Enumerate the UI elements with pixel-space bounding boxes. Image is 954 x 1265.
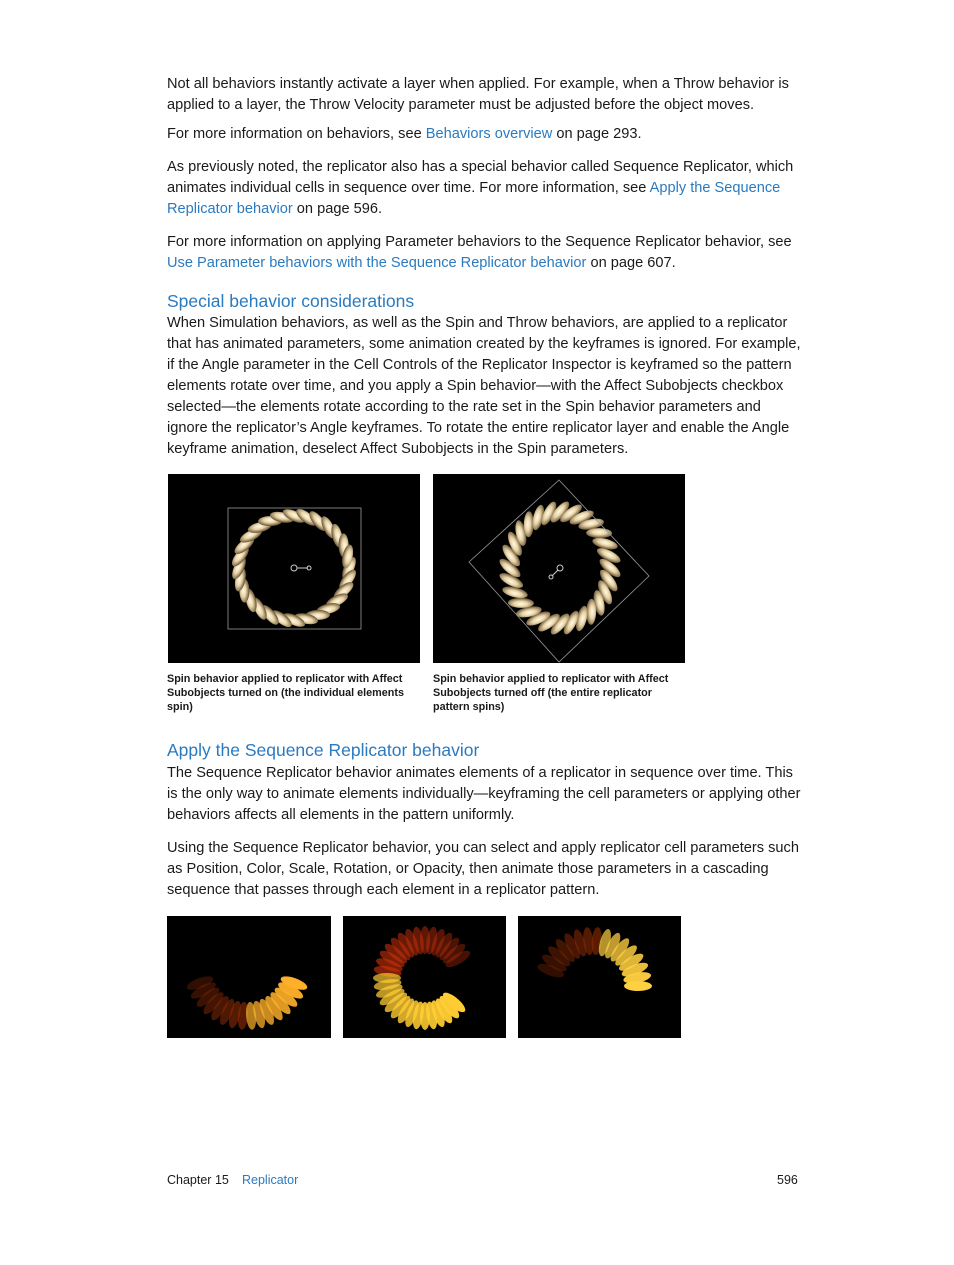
- apply-sequence-replicator-link[interactable]: Apply the Sequence Replicator behavior: [167, 180, 781, 217]
- text-segment: For more information on behaviors, see: [167, 126, 426, 142]
- sequence-replicator-usage: Using the Sequence Replicator behavior, you can select and apply replicator cell parameters such as Position, Color, Scale, Rotation, or Opacity, then animate those parameters in a cascading sequence that passes through each element in a replicator pattern.: [167, 840, 799, 898]
- page-number: 596: [777, 1173, 798, 1187]
- text-segment: on page 607.: [586, 255, 676, 271]
- special-considerations-heading: Special behavior considerations: [167, 291, 415, 311]
- sequence-frame-1-image: [167, 916, 331, 1038]
- intro-paragraph: Not all behaviors instantly activate a layer when applied. For example, when a Throw behavior is applied to a layer, the Throw Velocity parameter must be adjusted before the object moves.: [167, 76, 789, 113]
- behaviors-reference-paragraph: [167, 124, 803, 145]
- footer-section-link[interactable]: Replicator: [242, 1173, 299, 1187]
- sequence-frame-3-image: [518, 916, 681, 1038]
- sequence-replicator-description: The Sequence Replicator behavior animates elements of a replicator in sequence over time. This is the only way to animate elements individually—keyframing the cell parameters or applying other behaviors affects all elements in the pattern uniformly.: [167, 765, 801, 823]
- special-considerations-paragraph: When Simulation behaviors, as well as the Spin and Throw behaviors, are applied to a replicator that has animated parameters, some animation created by the keyframes is ignored. For example, if the Angle parameter in the Cell Controls of the Replicator Inspector is keyframed so the pattern elements rotate over time, and you apply a Spin behavior—with the Affect Subobjects checkbox selected—the elements rotate according to the rate set in the Spin behavior parameters and ignore the replicator’s Angle keyframes. To rotate the entire replicator layer and enable the Angle keyframe animation, deselect Affect Subobjects in the Spin parameters.: [167, 315, 801, 457]
- pattern-element: [624, 981, 652, 991]
- behaviors-overview-link[interactable]: Behaviors overview: [425, 126, 553, 142]
- footer-chapter: Chapter 15: [167, 1173, 229, 1187]
- figure-caption-right: Spin behavior applied to replicator with Affect Subobjects turned off (the entire replicator pattern spins): [433, 673, 669, 713]
- text-segment: on page 293.: [552, 126, 642, 142]
- pattern-element: [508, 598, 534, 609]
- sequence-frame-2-image: [343, 916, 506, 1038]
- spin-subobjects-off-image: [433, 474, 685, 663]
- text-segment: on page 596.: [292, 201, 383, 217]
- spin-subobjects-on-image: [168, 474, 420, 663]
- parameter-behaviors-link[interactable]: Use Parameter behaviors with the Sequence Replicator behavior: [167, 255, 587, 271]
- figure-caption-left: Spin behavior applied to replicator with Affect Subobjects turned on (the individual elements spin): [167, 673, 404, 713]
- text-segment: For more information on applying Parameter behaviors to the Sequence Replicator behavior, see: [167, 234, 792, 250]
- parameter-behaviors-paragraph: [167, 232, 803, 274]
- text-segment: As previously noted, the replicator also has a special behavior called Sequence Replicator, which animates individual cells in sequence over time. For more information, see: [167, 159, 794, 196]
- apply-sequence-replicator-heading: Apply the Sequence Replicator behavior: [167, 740, 480, 760]
- sequence-replicator-paragraph: [167, 157, 803, 220]
